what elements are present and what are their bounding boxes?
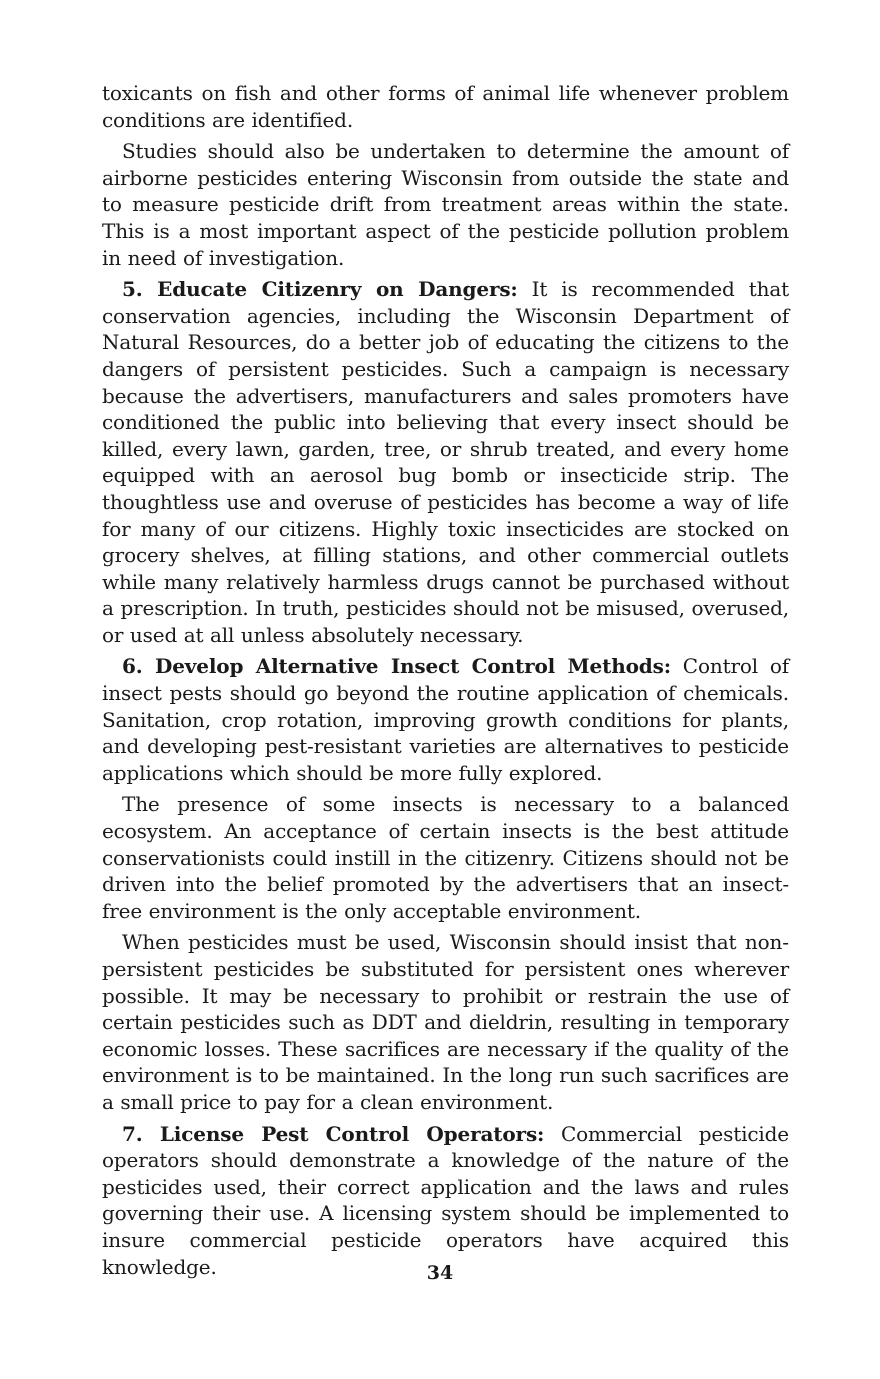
- paragraph-balanced-ecosystem: [102, 791, 789, 924]
- paragraph-educate-citizenry: [102, 276, 789, 648]
- paragraph-continuation: [102, 80, 789, 133]
- body-text: [102, 80, 789, 1285]
- page-number: 34: [426, 1262, 454, 1284]
- paragraph-text: Studies should also be undertaken to determine the amount of airborne pesticides entering Wisconsin from outside the state and to measure pesticide drift from treatment areas within the state. This is a most important aspect of the pesticide pollution problem in need of investigation.: [102, 139, 789, 270]
- paragraph-text: Commercial pesticide operators should demonstrate a knowledge of the nature of the pesticides used, their correct application and the laws and rules governing their use. A licensing system should be implemented to insure commercial pesticide operators have acquired this knowledge.: [102, 1121, 789, 1279]
- section-heading: 6. Develop Alternative Insect Control Methods:: [122, 654, 671, 679]
- paragraph-nonpersistent-pesticides: [102, 929, 789, 1115]
- paragraph-text: Control of insect pests should go beyond the routine application of chemicals. Sanitation, crop rotation, improving growth conditions for plants, and developing pest-resistant varieties are alternatives to pesticide applications which should be more fully explored.: [102, 654, 789, 785]
- paragraph-text: When pesticides must be used, Wisconsin should insist that nonpersistent pesticides be substituted for persistent ones wherever possible. It may be necessary to prohibit or restrain the use of certain pesticides such as DDT and dieldrin, resulting in temporary economic losses. These sacrifices are necessary if the quality of the environment is to be maintained. In the long run such sacrifices are a small price to pay for a clean environment.: [102, 930, 789, 1114]
- paragraph-text: The presence of some insects is necessary to a balanced ecosystem. An acceptance of certain insects is the best attitude conservationists could instill in the citizenry. Citizens should not be driven into the belief promoted by the advertisers that an insect-free environment is the only acceptable environment.: [102, 792, 789, 923]
- section-heading: 7. License Pest Control Operators:: [122, 1121, 545, 1146]
- paragraph-airborne-studies: [102, 138, 789, 271]
- paragraph-text: It is recommended that conservation agencies, including the Wisconsin Department of Natural Resources, do a better job of educating the citizens to the dangers of persistent pesticides. Such a campaign is necessary because the advertisers, manufacturers and sales promoters have conditioned the public into believing that every insect should be killed, every lawn, garden, tree, or shrub treated, and every home equipped with an aerosol bug bomb or insecticide strip. The thoughtless use and overuse of pesticides has become a way of life for many of our citizens. Highly toxic insecticides are stocked on grocery shelves, at filling stations, and other commercial outlets while many relatively harmless drugs cannot be purchased without a prescription. In truth, pesticides should not be misused, overused, or used at all unless absolutely necessary.: [102, 277, 789, 647]
- paragraph-license-operators: [102, 1121, 789, 1281]
- section-heading: 5. Educate Citizenry on Dangers:: [122, 277, 518, 302]
- paragraph-text: toxicants on fish and other forms of animal life whenever problem conditions are identified.: [102, 81, 789, 132]
- paragraph-alternative-methods: [102, 653, 789, 786]
